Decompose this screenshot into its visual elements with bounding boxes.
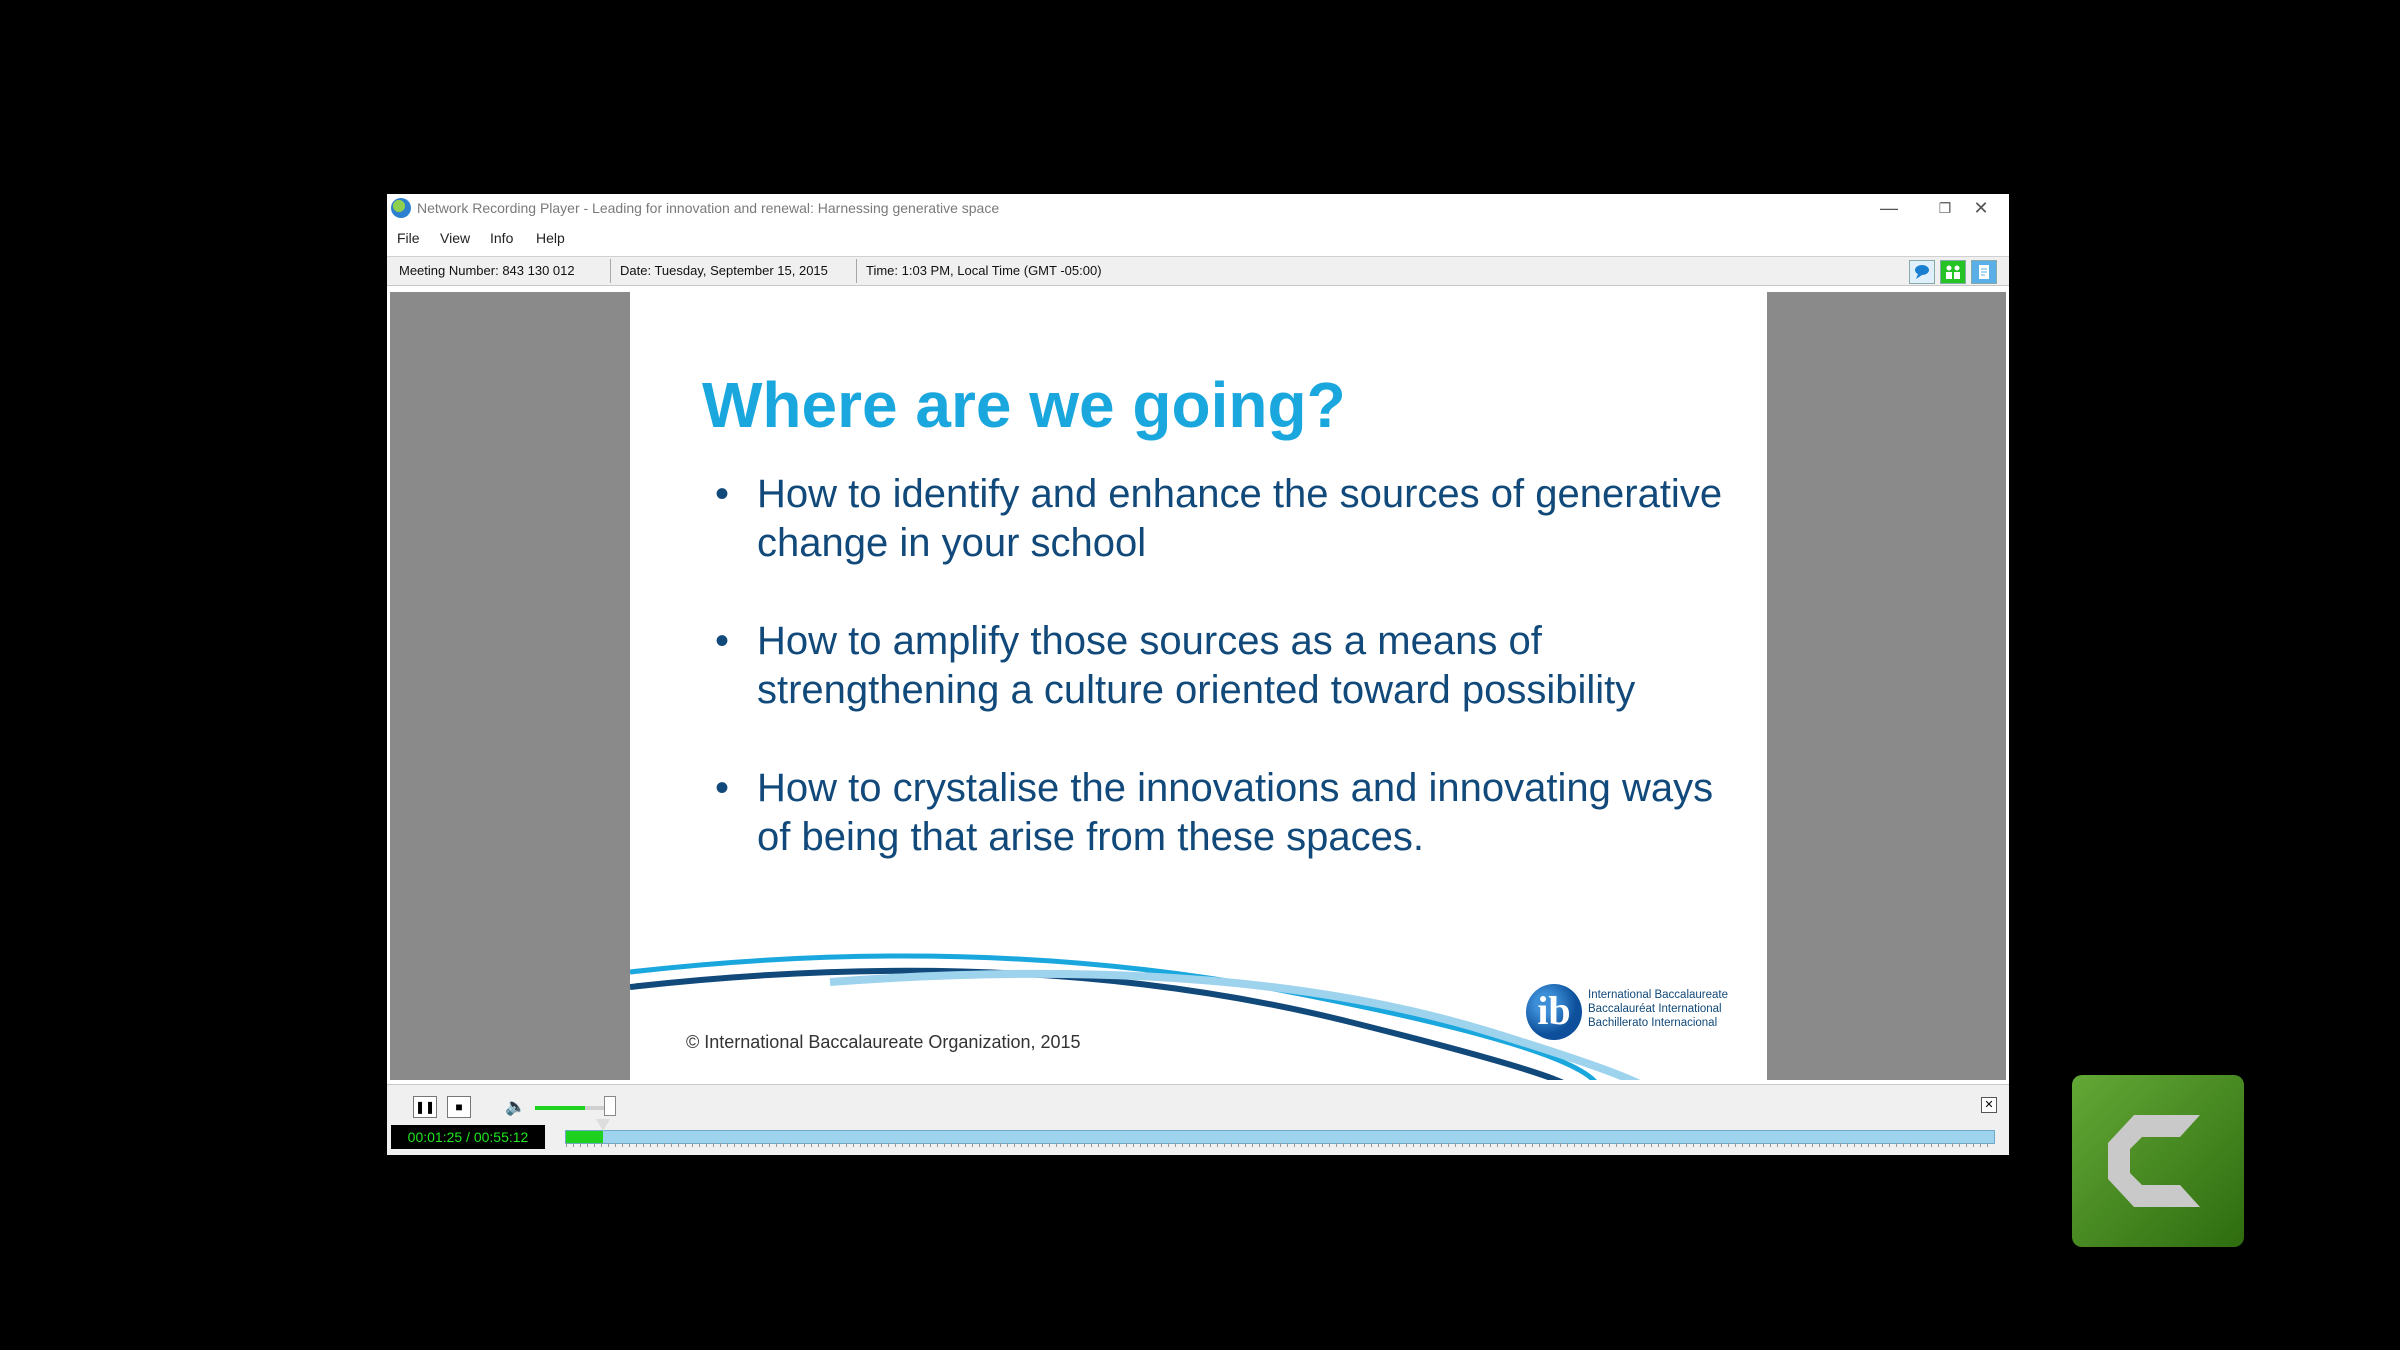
meeting-time: Time: 1:03 PM, Local Time (GMT -05:00)	[866, 263, 1102, 278]
bullet-item: • How to amplify those sources as a means of strengthening a culture oriented toward possibility	[715, 617, 1755, 715]
app-globe-icon	[391, 198, 411, 218]
participants-icon[interactable]	[1940, 260, 1966, 284]
speaker-icon[interactable]: 🔈	[505, 1097, 527, 1116]
minimize-button[interactable]: —	[1880, 198, 1898, 218]
timeline-playhead[interactable]	[596, 1119, 610, 1131]
window-title: Network Recording Player - Leading for innovation and renewal: Harnessing generative space	[417, 200, 1000, 216]
org-name: Baccalauréat International	[1588, 1003, 1722, 1015]
decorative-swoosh	[630, 292, 1767, 1080]
title-bar	[387, 194, 2009, 224]
meeting-number: Meeting Number: 843 130 012	[399, 263, 575, 278]
menu-help[interactable]: Help	[536, 230, 565, 246]
volume-slider-handle[interactable]	[604, 1096, 616, 1116]
playback-controls	[387, 1084, 2009, 1155]
slide	[630, 292, 1767, 1080]
divider	[610, 259, 611, 283]
stop-icon[interactable]: ■	[447, 1096, 471, 1118]
restore-button[interactable]: ❐	[1938, 200, 1952, 216]
org-name: Bachillerato Internacional	[1588, 1017, 1718, 1029]
meeting-info-bar	[387, 256, 2009, 286]
time-display: 00:01:25 / 00:55:12	[391, 1125, 545, 1149]
bullet-item: • How to crystalise the innovations and innovating ways of being that arise from these spaces.	[715, 764, 1755, 862]
volume-track[interactable]	[535, 1106, 615, 1110]
ib-org-names	[1588, 988, 1728, 1030]
camtasia-watermark-logo	[2072, 1075, 2244, 1247]
copyright-text: © International Baccalaureate Organization, 2015	[686, 1032, 1081, 1052]
timeline-ticks	[566, 1143, 1994, 1147]
close-window-button[interactable]: ✕	[1973, 198, 1989, 218]
timeline-progress	[566, 1131, 603, 1143]
notes-icon[interactable]	[1971, 260, 1997, 284]
chat-icon[interactable]	[1909, 260, 1935, 284]
close-player-icon[interactable]: ✕	[1981, 1097, 1997, 1113]
menu-bar	[387, 224, 2009, 252]
ib-logo: ib	[1526, 984, 1582, 1040]
player-window	[387, 194, 2009, 1154]
menu-info[interactable]: Info	[490, 230, 514, 246]
org-name: International Baccalaureate	[1588, 989, 1729, 1001]
volume-level	[535, 1106, 585, 1110]
slide-title: Where are we going?	[702, 369, 1346, 441]
pause-icon[interactable]: ❚❚	[413, 1096, 437, 1118]
menu-file[interactable]: File	[397, 230, 420, 246]
meeting-date: Date: Tuesday, September 15, 2015	[620, 263, 828, 278]
divider	[856, 259, 857, 283]
timeline-bar[interactable]	[565, 1130, 1995, 1144]
bullet-item: • How to identify and enhance the sources of generative change in your school	[715, 470, 1755, 568]
menu-view[interactable]: View	[440, 230, 471, 246]
presentation-stage	[390, 292, 2006, 1080]
